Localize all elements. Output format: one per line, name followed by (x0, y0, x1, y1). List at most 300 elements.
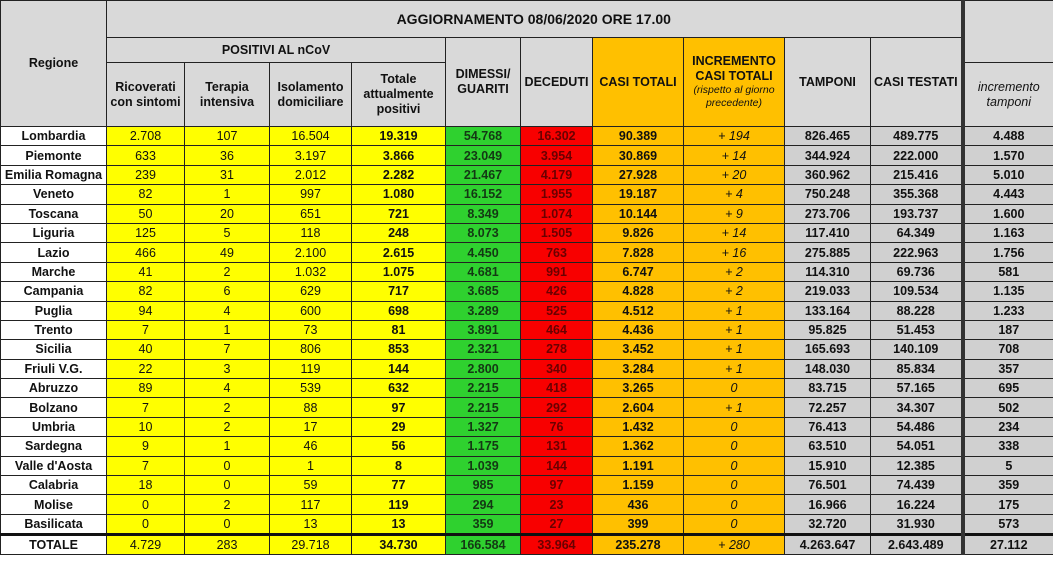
cell-regione: Campania (1, 282, 107, 301)
cell-dimessi: 16.152 (446, 185, 521, 204)
cell-terapia: 5 (185, 223, 270, 242)
cell-casi-testati: 109.534 (871, 282, 963, 301)
cell-ricoverati: 4.729 (107, 535, 185, 555)
table-row (1, 359, 1053, 378)
cell-deceduti: 278 (521, 340, 593, 359)
table-row (1, 398, 1053, 417)
cell-ricoverati: 125 (107, 223, 185, 242)
cell-dimessi: 1.327 (446, 417, 521, 436)
cell-ricoverati: 7 (107, 320, 185, 339)
cell-incremento-tamponi: 338 (963, 437, 1053, 456)
cell-incremento-tamponi: 695 (963, 379, 1053, 398)
cell-isolamento: 59 (270, 476, 352, 495)
cell-dimessi: 985 (446, 476, 521, 495)
table-row (1, 437, 1053, 456)
cell-totale-positivi: 34.730 (352, 535, 446, 555)
cell-regione: Valle d'Aosta (1, 456, 107, 475)
cell-deceduti: 97 (521, 476, 593, 495)
cell-casi-totali: 27.928 (593, 165, 684, 184)
table-row (1, 185, 1053, 204)
table-row (1, 456, 1053, 475)
cell-incremento: 0 (684, 417, 785, 436)
header-isolamento: Isolamento domiciliare (270, 63, 352, 127)
cell-deceduti: 27 (521, 514, 593, 534)
cell-casi-totali: 3.284 (593, 359, 684, 378)
cell-incremento: + 1 (684, 320, 785, 339)
cell-regione: Sicilia (1, 340, 107, 359)
cell-dimessi: 2.321 (446, 340, 521, 359)
cell-isolamento: 3.197 (270, 146, 352, 165)
cell-totale-positivi: 8 (352, 456, 446, 475)
cell-regione: Toscana (1, 204, 107, 223)
cell-deceduti: 426 (521, 282, 593, 301)
cell-casi-testati: 31.930 (871, 514, 963, 534)
table-row (1, 379, 1053, 398)
cell-casi-totali: 4.436 (593, 320, 684, 339)
cell-deceduti: 340 (521, 359, 593, 378)
cell-deceduti: 33.964 (521, 535, 593, 555)
cell-casi-testati: 355.368 (871, 185, 963, 204)
table-row (1, 165, 1053, 184)
cell-regione: Lazio (1, 243, 107, 262)
cell-regione: Liguria (1, 223, 107, 242)
cell-tamponi: 4.263.647 (785, 535, 871, 555)
header-terapia: Terapia intensiva (185, 63, 270, 127)
table-row (1, 320, 1053, 339)
cell-regione: Trento (1, 320, 107, 339)
cell-totale-positivi: 19.319 (352, 127, 446, 146)
cell-ricoverati: 7 (107, 456, 185, 475)
incremento-label: INCREMENTO CASI TOTALI (692, 54, 776, 83)
cell-terapia: 49 (185, 243, 270, 262)
cell-incremento: + 20 (684, 165, 785, 184)
cell-regione: Basilicata (1, 514, 107, 534)
cell-dimessi: 294 (446, 495, 521, 514)
cell-deceduti: 23 (521, 495, 593, 514)
cell-casi-totali: 1.159 (593, 476, 684, 495)
cell-incremento-tamponi: 175 (963, 495, 1053, 514)
cell-ricoverati: 18 (107, 476, 185, 495)
table-row (1, 495, 1053, 514)
cell-totale-positivi: 717 (352, 282, 446, 301)
cell-tamponi: 344.924 (785, 146, 871, 165)
cell-casi-testati: 85.834 (871, 359, 963, 378)
cell-casi-testati: 12.385 (871, 456, 963, 475)
cell-totale-positivi: 1.075 (352, 262, 446, 281)
cell-ricoverati: 94 (107, 301, 185, 320)
cell-isolamento: 629 (270, 282, 352, 301)
cell-ricoverati: 633 (107, 146, 185, 165)
cell-totale-positivi: 698 (352, 301, 446, 320)
cell-terapia: 1 (185, 437, 270, 456)
cell-casi-totali: 4.828 (593, 282, 684, 301)
cell-ricoverati: 0 (107, 514, 185, 534)
table-row (1, 476, 1053, 495)
header-casi-testati: CASI TESTATI (871, 38, 963, 127)
header-blank (963, 1, 1053, 63)
cell-totale-positivi: 119 (352, 495, 446, 514)
cell-regione: Emilia Romagna (1, 165, 107, 184)
table-row (1, 340, 1053, 359)
cell-tamponi: 148.030 (785, 359, 871, 378)
cell-casi-testati: 88.228 (871, 301, 963, 320)
cell-tamponi: 826.465 (785, 127, 871, 146)
header-ricoverati: Ricoverati con sintomi (107, 63, 185, 127)
cell-incremento: + 4 (684, 185, 785, 204)
cell-ricoverati: 50 (107, 204, 185, 223)
cell-totale-positivi: 721 (352, 204, 446, 223)
table-row (1, 146, 1053, 165)
table-row (1, 282, 1053, 301)
cell-totale-positivi: 2.282 (352, 165, 446, 184)
cell-incremento-tamponi: 1.135 (963, 282, 1053, 301)
table-row (1, 223, 1053, 242)
cell-tamponi: 83.715 (785, 379, 871, 398)
total-row (1, 535, 1053, 555)
cell-tamponi: 273.706 (785, 204, 871, 223)
cell-tamponi: 360.962 (785, 165, 871, 184)
cell-incremento-tamponi: 708 (963, 340, 1053, 359)
cell-incremento: + 280 (684, 535, 785, 555)
cell-incremento: 0 (684, 514, 785, 534)
cell-incremento-tamponi: 1.163 (963, 223, 1053, 242)
cell-casi-totali: 399 (593, 514, 684, 534)
cell-incremento: 0 (684, 495, 785, 514)
cell-dimessi: 21.467 (446, 165, 521, 184)
cell-deceduti: 76 (521, 417, 593, 436)
cell-incremento: + 9 (684, 204, 785, 223)
table-row (1, 514, 1053, 534)
cell-incremento-tamponi: 4.443 (963, 185, 1053, 204)
cell-casi-totali: 1.432 (593, 417, 684, 436)
table-row (1, 127, 1053, 146)
cell-incremento: + 1 (684, 301, 785, 320)
cell-casi-testati: 222.000 (871, 146, 963, 165)
header-totale-positivi: Totale attualmente positivi (352, 63, 446, 127)
cell-casi-testati: 54.051 (871, 437, 963, 456)
cell-isolamento: 13 (270, 514, 352, 534)
cell-incremento: 0 (684, 476, 785, 495)
cell-casi-testati: 489.775 (871, 127, 963, 146)
cell-incremento: + 1 (684, 359, 785, 378)
cell-dimessi: 4.450 (446, 243, 521, 262)
cell-isolamento: 88 (270, 398, 352, 417)
header-deceduti: DECEDUTI (521, 38, 593, 127)
cell-tamponi: 750.248 (785, 185, 871, 204)
cell-tamponi: 16.966 (785, 495, 871, 514)
cell-ricoverati: 9 (107, 437, 185, 456)
header-dimessi: DIMESSI/ GUARITI (446, 38, 521, 127)
update-title: AGGIORNAMENTO 08/06/2020 ORE 17.00 (107, 1, 963, 38)
cell-casi-totali: 235.278 (593, 535, 684, 555)
cell-tamponi: 63.510 (785, 437, 871, 456)
cell-tamponi: 219.033 (785, 282, 871, 301)
cell-isolamento: 806 (270, 340, 352, 359)
cell-deceduti: 763 (521, 243, 593, 262)
cell-totale-positivi: 853 (352, 340, 446, 359)
cell-deceduti: 4.179 (521, 165, 593, 184)
cell-terapia: 0 (185, 514, 270, 534)
cell-incremento-tamponi: 1.233 (963, 301, 1053, 320)
cell-incremento-tamponi: 359 (963, 476, 1053, 495)
cell-regione: Veneto (1, 185, 107, 204)
cell-tamponi: 32.720 (785, 514, 871, 534)
cell-casi-totali: 436 (593, 495, 684, 514)
cell-deceduti: 131 (521, 437, 593, 456)
header-casi-totali: CASI TOTALI (593, 38, 684, 127)
cell-terapia: 4 (185, 301, 270, 320)
cell-casi-testati: 54.486 (871, 417, 963, 436)
cell-ricoverati: 40 (107, 340, 185, 359)
header-regione: Regione (1, 1, 107, 127)
cell-ricoverati: 41 (107, 262, 185, 281)
cell-casi-totali: 90.389 (593, 127, 684, 146)
cell-terapia: 1 (185, 185, 270, 204)
cell-dimessi: 8.073 (446, 223, 521, 242)
cell-tamponi: 133.164 (785, 301, 871, 320)
cell-casi-totali: 1.362 (593, 437, 684, 456)
table-row (1, 204, 1053, 223)
cell-terapia: 0 (185, 456, 270, 475)
cell-isolamento: 651 (270, 204, 352, 223)
cell-ricoverati: 239 (107, 165, 185, 184)
cell-deceduti: 16.302 (521, 127, 593, 146)
cell-tamponi: 114.310 (785, 262, 871, 281)
incremento-note: (rispetto al giorno precedente) (693, 84, 775, 109)
cell-casi-testati: 215.416 (871, 165, 963, 184)
cell-isolamento: 539 (270, 379, 352, 398)
cell-dimessi: 54.768 (446, 127, 521, 146)
cell-casi-testati: 140.109 (871, 340, 963, 359)
cell-regione: Sardegna (1, 437, 107, 456)
cell-incremento-tamponi: 1.756 (963, 243, 1053, 262)
cell-casi-testati: 34.307 (871, 398, 963, 417)
cell-casi-totali: 3.452 (593, 340, 684, 359)
cell-dimessi: 4.681 (446, 262, 521, 281)
cell-isolamento: 118 (270, 223, 352, 242)
cell-ricoverati: 7 (107, 398, 185, 417)
cell-deceduti: 144 (521, 456, 593, 475)
cell-deceduti: 1.955 (521, 185, 593, 204)
header-positivi-group: POSITIVI AL nCoV (107, 38, 446, 63)
cell-totale-positivi: 632 (352, 379, 446, 398)
cell-incremento-tamponi: 5 (963, 456, 1053, 475)
cell-isolamento: 117 (270, 495, 352, 514)
cell-deceduti: 292 (521, 398, 593, 417)
cell-deceduti: 991 (521, 262, 593, 281)
cell-incremento-tamponi: 581 (963, 262, 1053, 281)
cell-casi-totali: 4.512 (593, 301, 684, 320)
cell-deceduti: 418 (521, 379, 593, 398)
cell-regione: Marche (1, 262, 107, 281)
cell-incremento-tamponi: 1.570 (963, 146, 1053, 165)
cell-tamponi: 95.825 (785, 320, 871, 339)
cell-casi-testati: 57.165 (871, 379, 963, 398)
cell-terapia: 2 (185, 262, 270, 281)
cell-terapia: 3 (185, 359, 270, 378)
cell-totale-positivi: 97 (352, 398, 446, 417)
cell-deceduti: 464 (521, 320, 593, 339)
cell-tamponi: 76.413 (785, 417, 871, 436)
cell-totale-positivi: 81 (352, 320, 446, 339)
cell-casi-totali: 6.747 (593, 262, 684, 281)
cell-regione: Friuli V.G. (1, 359, 107, 378)
cell-isolamento: 2.012 (270, 165, 352, 184)
cell-casi-totali: 9.826 (593, 223, 684, 242)
cell-incremento: + 16 (684, 243, 785, 262)
cell-deceduti: 3.954 (521, 146, 593, 165)
cell-incremento: + 1 (684, 340, 785, 359)
cell-incremento-tamponi: 5.010 (963, 165, 1053, 184)
cell-incremento-tamponi: 573 (963, 514, 1053, 534)
cell-isolamento: 46 (270, 437, 352, 456)
cell-regione: Umbria (1, 417, 107, 436)
cell-isolamento: 119 (270, 359, 352, 378)
cell-incremento: 0 (684, 379, 785, 398)
cell-incremento-tamponi: 502 (963, 398, 1053, 417)
cell-regione: Lombardia (1, 127, 107, 146)
cell-incremento-tamponi: 4.488 (963, 127, 1053, 146)
cell-totale-positivi: 3.866 (352, 146, 446, 165)
cell-regione: Bolzano (1, 398, 107, 417)
cell-ricoverati: 466 (107, 243, 185, 262)
cell-regione: Puglia (1, 301, 107, 320)
cell-terapia: 107 (185, 127, 270, 146)
cell-dimessi: 1.175 (446, 437, 521, 456)
cell-casi-testati: 74.439 (871, 476, 963, 495)
cell-terapia: 7 (185, 340, 270, 359)
cell-terapia: 283 (185, 535, 270, 555)
cell-terapia: 2 (185, 398, 270, 417)
cell-totale-positivi: 1.080 (352, 185, 446, 204)
cell-totale-positivi: 144 (352, 359, 446, 378)
cell-isolamento: 1 (270, 456, 352, 475)
cell-totale-positivi: 248 (352, 223, 446, 242)
cell-ricoverati: 10 (107, 417, 185, 436)
cell-casi-totali: 19.187 (593, 185, 684, 204)
cell-regione: TOTALE (1, 535, 107, 555)
cell-regione: Abruzzo (1, 379, 107, 398)
cell-incremento-tamponi: 27.112 (963, 535, 1053, 555)
cell-isolamento: 17 (270, 417, 352, 436)
cell-casi-testati: 222.963 (871, 243, 963, 262)
cell-incremento-tamponi: 357 (963, 359, 1053, 378)
cell-casi-testati: 69.736 (871, 262, 963, 281)
cell-dimessi: 3.685 (446, 282, 521, 301)
table-row (1, 243, 1053, 262)
cell-incremento: 0 (684, 456, 785, 475)
cell-dimessi: 3.289 (446, 301, 521, 320)
cell-terapia: 20 (185, 204, 270, 223)
cell-terapia: 6 (185, 282, 270, 301)
cell-deceduti: 525 (521, 301, 593, 320)
cell-casi-totali: 7.828 (593, 243, 684, 262)
cell-incremento-tamponi: 187 (963, 320, 1053, 339)
cell-ricoverati: 22 (107, 359, 185, 378)
cell-incremento: + 2 (684, 282, 785, 301)
cell-isolamento: 997 (270, 185, 352, 204)
cell-totale-positivi: 2.615 (352, 243, 446, 262)
cell-casi-totali: 30.869 (593, 146, 684, 165)
cell-regione: Piemonte (1, 146, 107, 165)
cell-totale-positivi: 77 (352, 476, 446, 495)
header-incremento-tamponi: incremento tamponi (963, 63, 1053, 127)
cell-incremento: + 2 (684, 262, 785, 281)
cell-incremento: + 14 (684, 146, 785, 165)
header-tamponi: TAMPONI (785, 38, 871, 127)
cell-totale-positivi: 13 (352, 514, 446, 534)
cell-tamponi: 76.501 (785, 476, 871, 495)
cell-terapia: 2 (185, 417, 270, 436)
cell-dimessi: 2.215 (446, 398, 521, 417)
cell-deceduti: 1.074 (521, 204, 593, 223)
cell-regione: Molise (1, 495, 107, 514)
cell-incremento: + 14 (684, 223, 785, 242)
cell-isolamento: 600 (270, 301, 352, 320)
cell-ricoverati: 82 (107, 185, 185, 204)
cell-incremento-tamponi: 1.600 (963, 204, 1053, 223)
cell-incremento: 0 (684, 437, 785, 456)
cell-incremento: + 1 (684, 398, 785, 417)
cell-terapia: 4 (185, 379, 270, 398)
table-row (1, 262, 1053, 281)
cell-terapia: 36 (185, 146, 270, 165)
table-row (1, 417, 1053, 436)
cell-regione: Calabria (1, 476, 107, 495)
cell-casi-testati: 64.349 (871, 223, 963, 242)
cell-ricoverati: 2.708 (107, 127, 185, 146)
cell-isolamento: 2.100 (270, 243, 352, 262)
cell-dimessi: 23.049 (446, 146, 521, 165)
cell-ricoverati: 0 (107, 495, 185, 514)
cell-isolamento: 16.504 (270, 127, 352, 146)
cell-tamponi: 117.410 (785, 223, 871, 242)
cell-dimessi: 359 (446, 514, 521, 534)
cell-casi-testati: 2.643.489 (871, 535, 963, 555)
cell-ricoverati: 89 (107, 379, 185, 398)
cell-casi-totali: 3.265 (593, 379, 684, 398)
cell-deceduti: 1.505 (521, 223, 593, 242)
cell-casi-testati: 51.453 (871, 320, 963, 339)
cell-casi-totali: 2.604 (593, 398, 684, 417)
cell-dimessi: 8.349 (446, 204, 521, 223)
cell-totale-positivi: 29 (352, 417, 446, 436)
table-body (1, 127, 1053, 555)
cell-isolamento: 29.718 (270, 535, 352, 555)
cell-terapia: 0 (185, 476, 270, 495)
cell-incremento-tamponi: 234 (963, 417, 1053, 436)
cell-dimessi: 2.800 (446, 359, 521, 378)
cell-terapia: 31 (185, 165, 270, 184)
cell-incremento: + 194 (684, 127, 785, 146)
cell-terapia: 1 (185, 320, 270, 339)
cell-casi-testati: 193.737 (871, 204, 963, 223)
cell-casi-testati: 16.224 (871, 495, 963, 514)
cell-terapia: 2 (185, 495, 270, 514)
header-incremento (684, 38, 785, 127)
cell-tamponi: 275.885 (785, 243, 871, 262)
cell-isolamento: 73 (270, 320, 352, 339)
cell-dimessi: 2.215 (446, 379, 521, 398)
cell-ricoverati: 82 (107, 282, 185, 301)
cell-dimessi: 166.584 (446, 535, 521, 555)
cell-tamponi: 72.257 (785, 398, 871, 417)
cell-totale-positivi: 56 (352, 437, 446, 456)
cell-isolamento: 1.032 (270, 262, 352, 281)
table-row (1, 301, 1053, 320)
cell-casi-totali: 10.144 (593, 204, 684, 223)
cell-tamponi: 15.910 (785, 456, 871, 475)
